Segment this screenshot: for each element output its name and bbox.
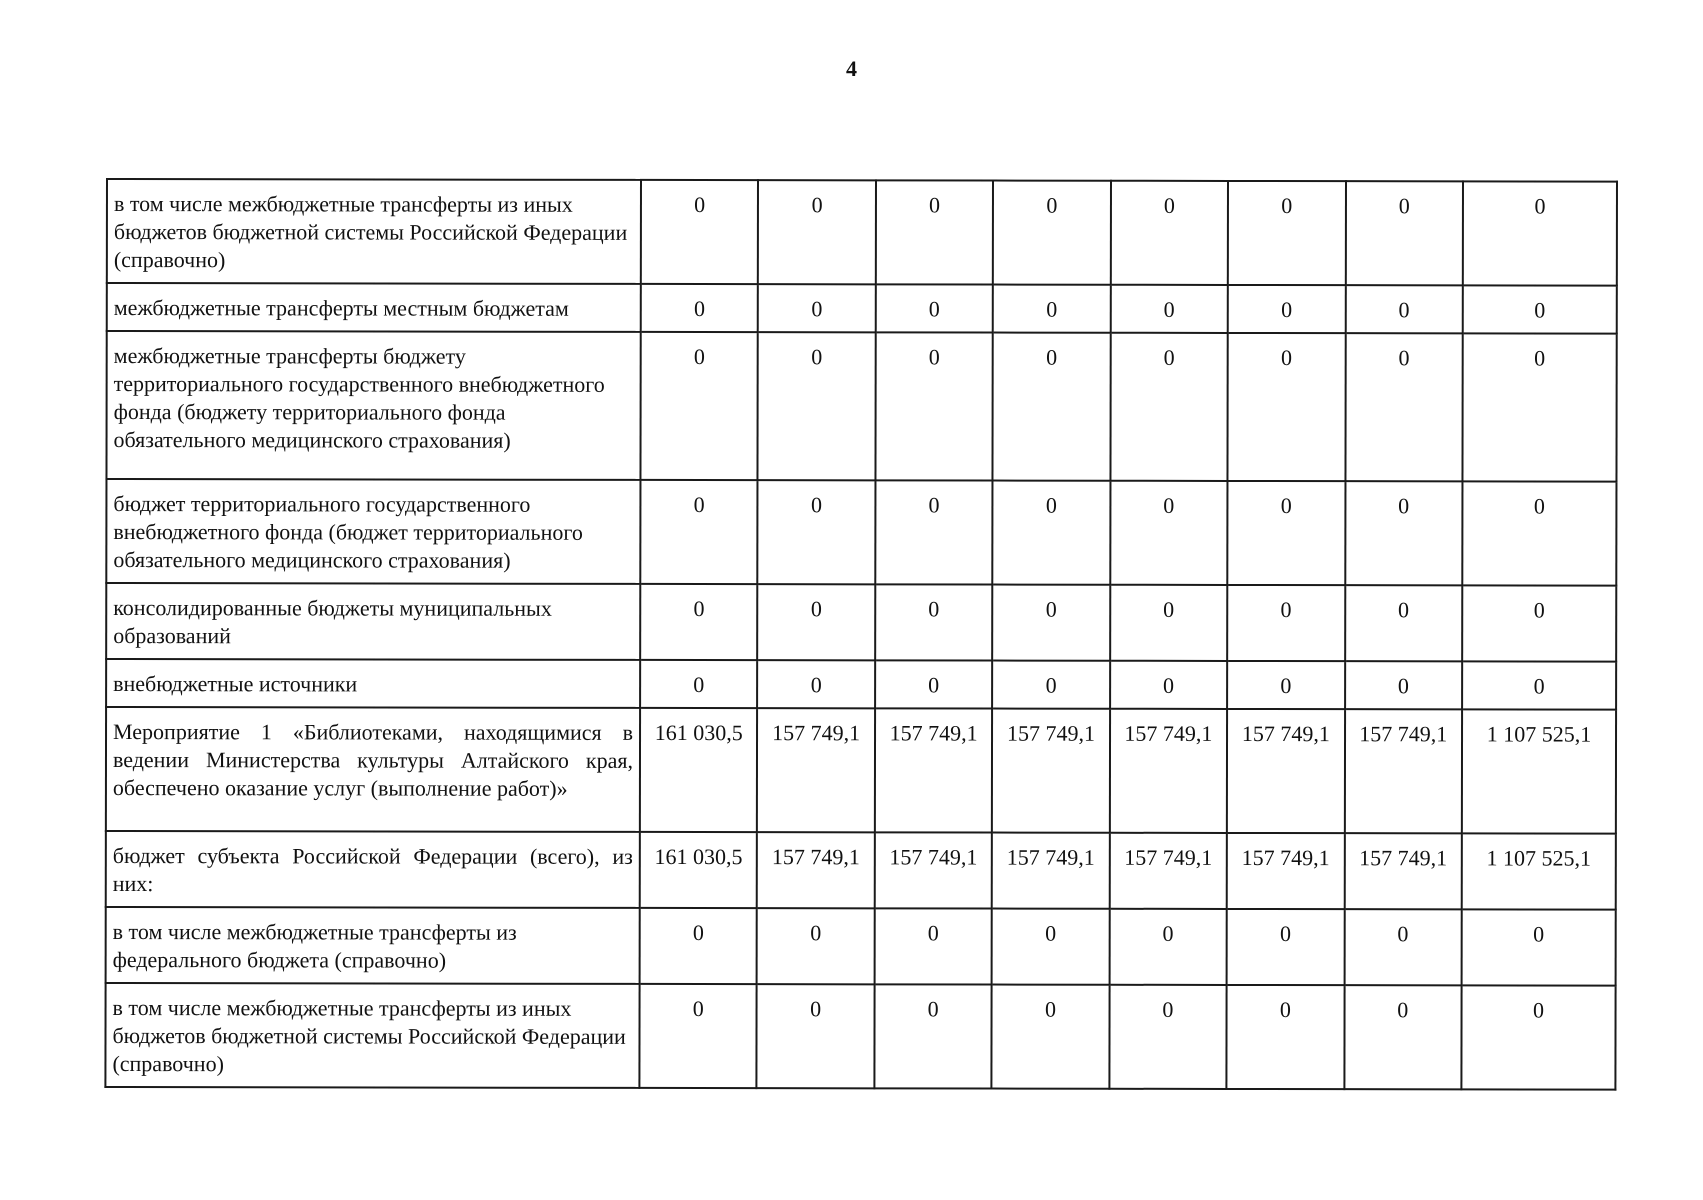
- row-year-value: 0: [1344, 985, 1462, 1089]
- table-row: [106, 583, 1616, 662]
- row-year-value: 0: [640, 660, 758, 708]
- row-label: бюджет территориального государственного внебюджетного фонда (бюджет территориального обязательного медицинского страхования): [106, 479, 640, 584]
- row-label: в том числе межбюджетные трансферты из федерального бюджета (справочно): [106, 907, 640, 984]
- row-year-value: 157 749,1: [992, 709, 1110, 833]
- row-year-value: 0: [1344, 909, 1462, 985]
- row-year-value: 0: [993, 481, 1111, 585]
- table-row: [105, 983, 1615, 1090]
- row-year-value: 0: [758, 584, 876, 660]
- row-year-value: 0: [640, 908, 758, 984]
- row-year-value: 0: [758, 180, 876, 284]
- row-year-value: 0: [1345, 333, 1463, 481]
- row-label: бюджет субъекта Российской Федерации (всего), из них:: [106, 831, 640, 908]
- row-year-value: 0: [758, 480, 876, 584]
- row-year-value: 0: [1345, 585, 1463, 661]
- row-year-value: 157 749,1: [757, 832, 875, 908]
- row-label: Мероприятие 1 «Библиотеками, находящимися в ведении Министерства культуры Алтайского края, обеспечено оказание услуг (выполнение работ)»: [106, 707, 640, 832]
- row-year-value: 157 749,1: [875, 708, 993, 832]
- row-year-value: 0: [875, 660, 993, 708]
- row-year-value: 0: [1345, 181, 1463, 285]
- row-year-value: 0: [1109, 985, 1227, 1089]
- row-year-value: 0: [641, 180, 759, 284]
- table-row: [106, 707, 1616, 834]
- row-total-value: 0: [1461, 985, 1615, 1089]
- row-year-value: 0: [874, 908, 992, 984]
- row-total-value: 1 107 525,1: [1462, 709, 1616, 833]
- row-year-value: 0: [1228, 333, 1346, 481]
- table-row: [106, 479, 1616, 586]
- row-label: консолидированные бюджеты муниципальных образований: [106, 583, 640, 660]
- row-year-value: 157 749,1: [875, 832, 993, 908]
- row-year-value: 0: [1345, 481, 1463, 585]
- page-number: 4: [846, 56, 857, 81]
- row-year-value: 0: [1110, 285, 1228, 333]
- row-year-value: 0: [758, 332, 876, 480]
- row-total-value: 0: [1462, 661, 1616, 709]
- row-year-value: 157 749,1: [1109, 833, 1227, 909]
- row-year-value: 161 030,5: [640, 832, 758, 908]
- row-year-value: 0: [1110, 661, 1228, 709]
- row-total-value: 1 107 525,1: [1462, 833, 1616, 909]
- row-total-value: 0: [1462, 333, 1616, 481]
- row-label: в том числе межбюджетные трансферты из иных бюджетов бюджетной системы Российской Федерации (справочно): [107, 179, 641, 284]
- row-year-value: 0: [640, 584, 758, 660]
- row-year-value: 0: [640, 480, 758, 584]
- row-year-value: 0: [641, 284, 759, 332]
- row-year-value: 0: [992, 985, 1110, 1089]
- row-total-value: 0: [1462, 909, 1616, 985]
- row-year-value: 0: [1228, 285, 1346, 333]
- row-year-value: 0: [992, 661, 1110, 709]
- table-row: [106, 331, 1616, 482]
- row-year-value: 0: [875, 480, 993, 584]
- row-total-value: 0: [1462, 481, 1616, 585]
- table-row: [106, 831, 1616, 910]
- row-year-value: 0: [1110, 585, 1228, 661]
- row-year-value: 0: [757, 908, 875, 984]
- row-year-value: 0: [1227, 661, 1345, 709]
- table-row: [106, 907, 1616, 986]
- table-row: [107, 283, 1617, 334]
- budget-table-body: [105, 179, 1617, 1090]
- row-label: в том числе межбюджетные трансферты из иных бюджетов бюджетной системы Российской Федерации (справочно): [105, 983, 639, 1088]
- row-year-value: 0: [1110, 333, 1228, 481]
- row-year-value: 0: [1111, 181, 1229, 285]
- row-year-value: 0: [992, 585, 1110, 661]
- row-year-value: 0: [1227, 909, 1345, 985]
- row-year-value: 0: [640, 332, 758, 480]
- row-year-value: 161 030,5: [640, 708, 758, 832]
- row-label: межбюджетные трансферты бюджету территориального государственного внебюджетного фонда (бюджету территориального фонда обязательного медицинского страхования): [106, 331, 640, 480]
- row-year-value: 0: [876, 180, 994, 284]
- row-year-value: 0: [1228, 181, 1346, 285]
- row-label: внебюджетные источники: [106, 659, 640, 708]
- row-year-value: 0: [1109, 909, 1227, 985]
- row-year-value: 0: [876, 284, 994, 332]
- row-year-value: 0: [993, 333, 1111, 481]
- row-year-value: 0: [1227, 985, 1345, 1089]
- row-year-value: 0: [757, 984, 875, 1088]
- row-year-value: 0: [758, 284, 876, 332]
- row-year-value: 0: [1110, 481, 1228, 585]
- row-total-value: 0: [1463, 181, 1617, 285]
- table-row: [107, 179, 1617, 286]
- row-year-value: 157 749,1: [992, 833, 1110, 909]
- row-year-value: 0: [757, 660, 875, 708]
- row-year-value: 0: [992, 909, 1110, 985]
- row-year-value: 157 749,1: [1344, 833, 1462, 909]
- row-year-value: 0: [875, 584, 993, 660]
- row-year-value: 157 749,1: [1344, 709, 1462, 833]
- row-year-value: 0: [1227, 481, 1345, 585]
- row-year-value: 157 749,1: [1227, 833, 1345, 909]
- row-total-value: 0: [1462, 585, 1616, 661]
- row-year-value: 0: [875, 332, 993, 480]
- table-row: [106, 659, 1616, 710]
- row-year-value: 0: [1345, 661, 1463, 709]
- row-year-value: 0: [874, 984, 992, 1088]
- row-year-value: 0: [1345, 285, 1463, 333]
- row-year-value: 0: [639, 984, 757, 1088]
- row-year-value: 0: [993, 181, 1111, 285]
- row-year-value: 0: [1227, 585, 1345, 661]
- row-year-value: 157 749,1: [1227, 709, 1345, 833]
- row-year-value: 0: [993, 285, 1111, 333]
- row-year-value: 157 749,1: [757, 708, 875, 832]
- budget-table: [104, 178, 1618, 1091]
- row-total-value: 0: [1463, 285, 1617, 333]
- row-label: межбюджетные трансферты местным бюджетам: [107, 283, 641, 332]
- row-year-value: 157 749,1: [1110, 709, 1228, 833]
